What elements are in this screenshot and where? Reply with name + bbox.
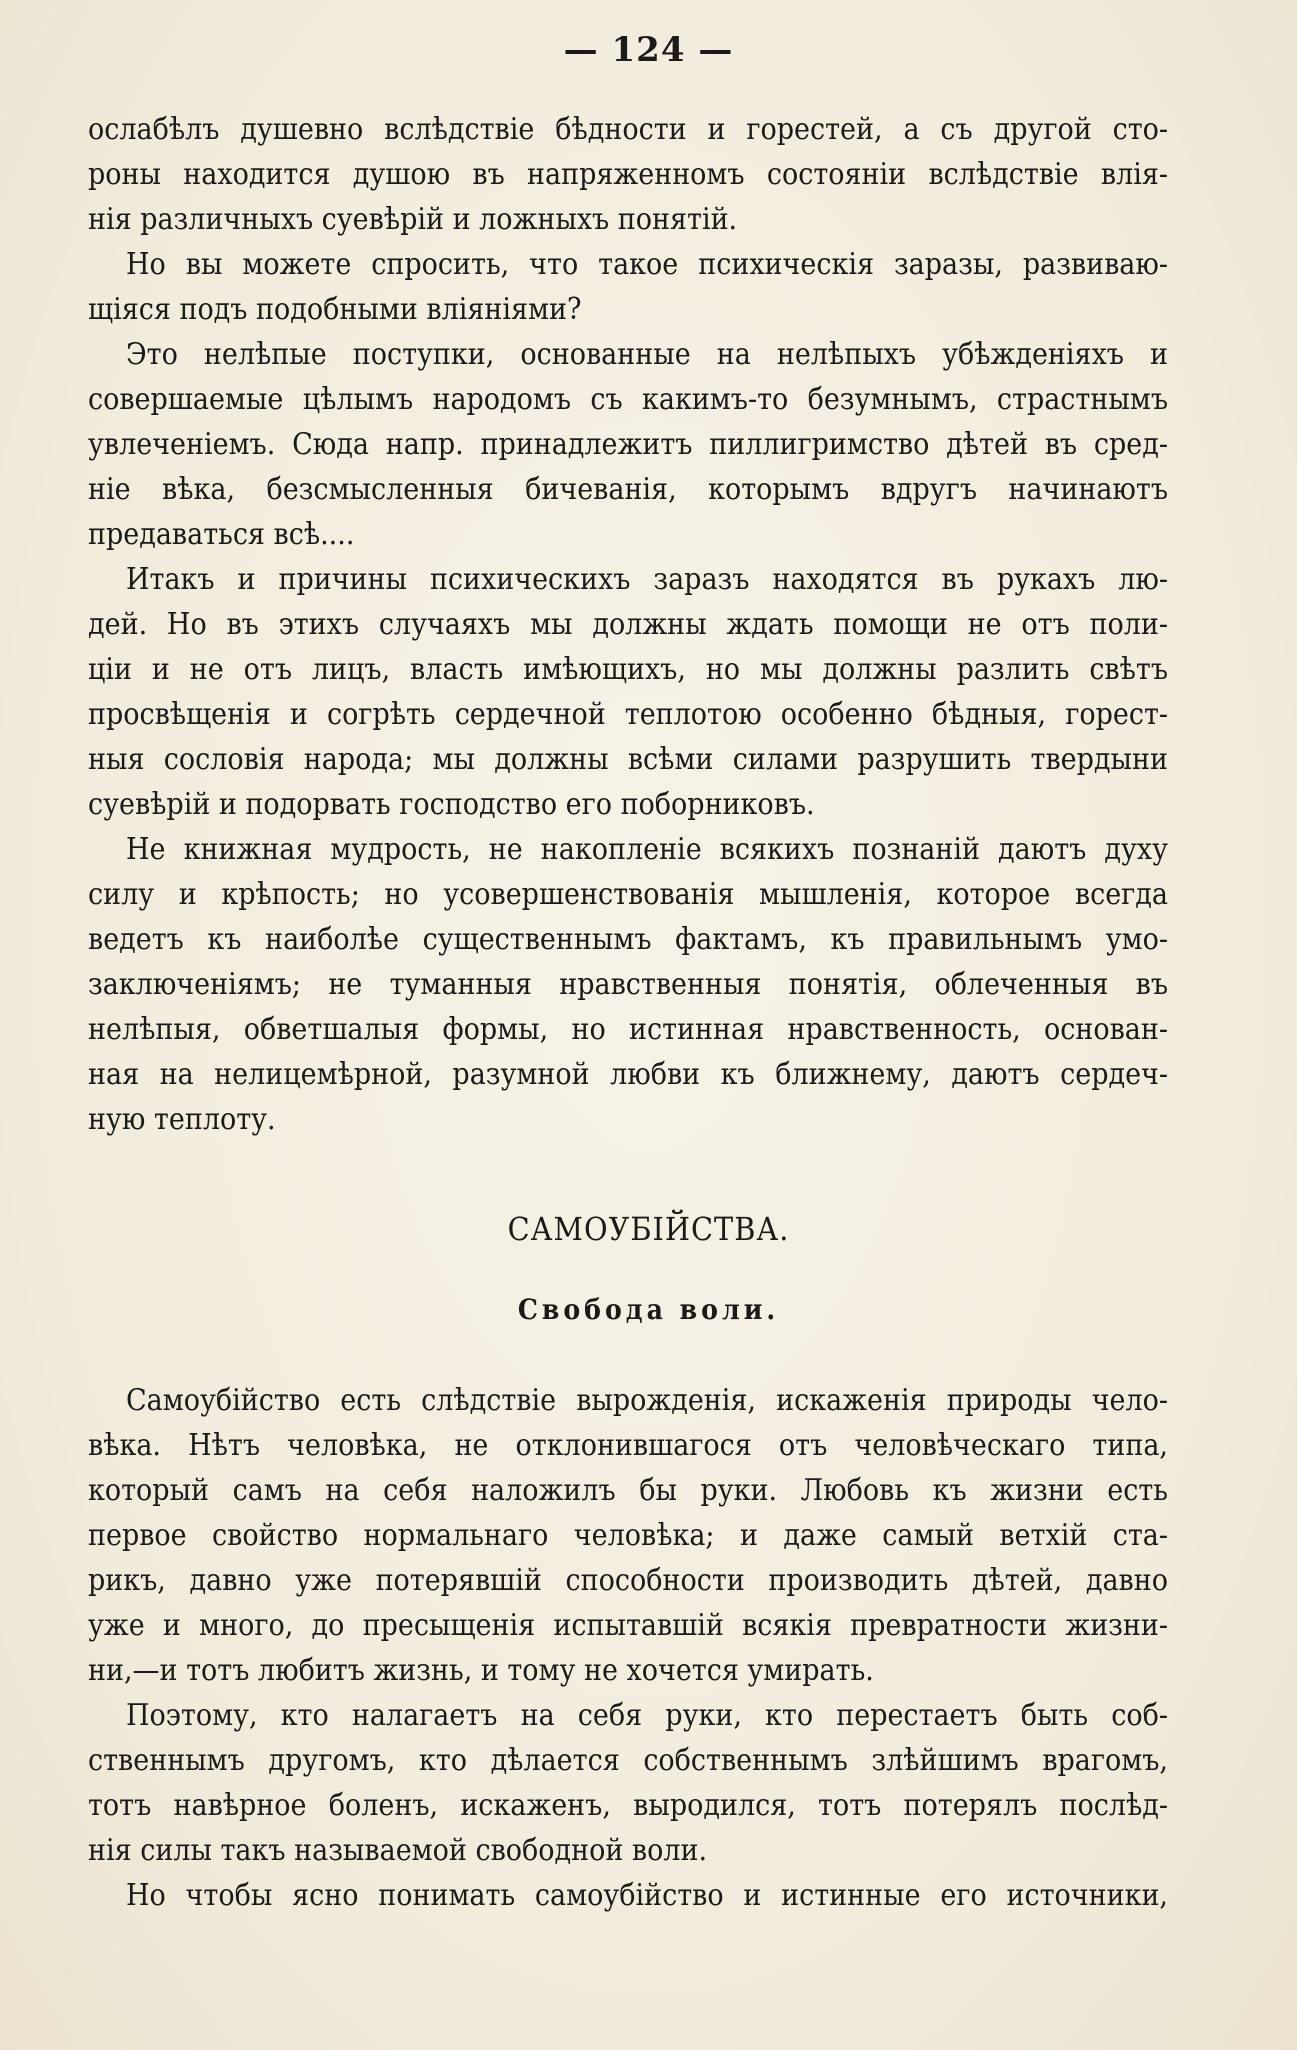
text-line: просвѣщенія и согрѣть сердечной теплотою особенно бѣдныя, горест- [88,697,1168,732]
text-line: нія различныхъ суевѣрій и ложныхъ понятій. [88,202,738,237]
text-line: ни,—и тотъ любитъ жизнь, и тому не хочется умирать. [88,1653,874,1688]
text-line: первое свойство нормальнаго человѣка; и даже самый ветхій ста- [88,1518,1168,1553]
text-line: щіяся подъ подобными вліяніями? [88,292,582,327]
text-line: Не книжная мудрость, не накопленіе всякихъ познаній даютъ духу [126,832,1168,867]
text-line: Поэтому, кто налагаетъ на себя руки, кто перестаетъ быть соб- [126,1698,1168,1733]
text-line: ціи и не отъ лицъ, власть имѣющихъ, но мы должны разлить свѣтъ [88,652,1168,687]
text-line: дей. Но въ этихъ случаяхъ мы должны ждать помощи не отъ поли- [88,607,1168,642]
text-line: силу и крѣпость; но усовершенствованія мышленія, которое всегда [88,877,1168,912]
text-line: ведетъ къ наиболѣе существеннымъ фактамъ, къ правильнымъ умо- [88,922,1168,957]
text-line: заключеніямъ; не туманныя нравственныя понятія, облеченныя въ [88,967,1168,1002]
section-subheading: Свобода воли. [517,1293,780,1326]
text-line: Но чтобы ясно понимать самоубійство и истинные его источники, [126,1878,1168,1913]
text-line: тотъ навѣрное боленъ, искаженъ, выродился, тотъ потерялъ послѣд- [88,1788,1168,1823]
text-line: ныя сословія народа; мы должны всѣми силами разрушить твердыни [88,742,1168,777]
text-line: вѣка. Нѣтъ человѣка, не отклонившагося отъ человѣческаго типа, [88,1428,1168,1463]
text-section-one [88,107,1168,1142]
text-line: роны находится душою въ напряженномъ состояніи вслѣдствіе влія- [88,157,1168,192]
text-line: совершаемые цѣлымъ народомъ съ какимъ-то безумнымъ, страстнымъ [88,382,1168,417]
text-section-two [88,1378,1168,1918]
text-line: ослабѣлъ душевно вслѣдствіе бѣдности и горестей, а съ другой сто- [88,112,1168,147]
text-line: Но вы можете спросить, что такое психическія заразы, развиваю- [126,247,1168,282]
text-line: суевѣрій и подорвать господство его поборниковъ. [88,787,815,822]
text-line: нелѣпыя, обветшалыя формы, но истинная нравственность, основан- [88,1012,1168,1047]
text-line: Самоубійство есть слѣдствіе вырожденія, искаженія природы чело- [126,1383,1168,1418]
text-line: Это нелѣпые поступки, основанные на нелѣпыхъ убѣжденіяхъ и [126,337,1168,372]
text-line: уже и много, до пресыщенія испытавшій всякія превратности жизни- [88,1608,1168,1643]
page-number: — 124 — [563,30,734,70]
text-line: Итакъ и причины психическихъ заразъ находятся въ рукахъ лю- [126,562,1168,597]
text-line: нія силы такъ называемой свободной воли. [88,1833,708,1868]
section-heading: САМОУБІЙСТВА. [507,1210,790,1248]
text-line: который самъ на себя наложилъ бы руки. Любовь къ жизни есть [88,1473,1168,1508]
text-line: ніе вѣка, безсмысленныя бичеванія, которымъ вдругъ начинаютъ [88,472,1168,507]
text-line: ная на нелицемѣрной, разумной любви къ ближнему, даютъ сердеч- [88,1057,1168,1092]
text-line: ственнымъ другомъ, кто дѣлается собственнымъ злѣйшимъ врагомъ, [88,1743,1168,1778]
text-line: предаваться всѣ.... [88,517,355,552]
text-line: увлеченіемъ. Сюда напр. принадлежитъ пиллигримство дѣтей въ сред- [88,427,1168,462]
text-line: рикъ, давно уже потерявшій способности производить дѣтей, давно [88,1563,1168,1598]
text-line: ную теплоту. [88,1102,276,1137]
